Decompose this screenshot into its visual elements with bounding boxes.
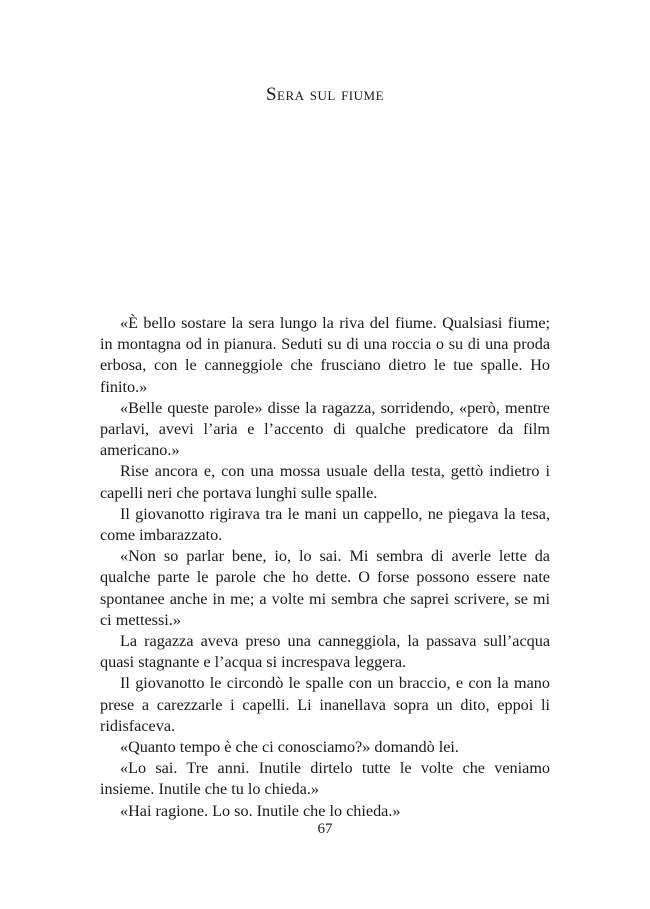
paragraph: «Non so parlar bene, io, lo sai. Mi sembra di averle lette da qualche parte le parole che ho dette. O forse possono essere nate spontanee anche in me; a volte mi sembra che saprei scrivere, se mi ci mettessi.» <box>100 547 550 629</box>
paragraph: Il giovanotto rigirava tra le mani un cappello, ne piegava la tesa, come imbarazzato. <box>100 504 550 545</box>
page-number: 67 <box>317 821 333 837</box>
paragraph: Il giovanotto le circondò le spalle con un braccio, e con la mano prese a carezzarle i capelli. Li inanellava sopra un dito, eppoi li ridisfaceva. <box>100 674 550 735</box>
paragraph: La ragazza aveva preso una canneggiola, la passava sull’acqua quasi stagnante e l’acqua si increspava leggera. <box>100 632 550 672</box>
paragraph: Rise ancora e, con una mossa usuale della testa, gettò indietro i capelli neri che portava lunghi sulle spalle. <box>100 462 550 502</box>
paragraph: «Lo sai. Tre anni. Inutile dirtelo tutte le volte che veniamo insieme. Inutile che tu lo chieda.» <box>100 759 550 799</box>
paragraph: «Belle queste parole» disse la ragazza, sorridendo, «però, mentre parlavi, avevi l’aria e l’accento di qualche predicatore da film americano.» <box>100 398 550 460</box>
paragraph: «Hai ragione. Lo so. Inutile che lo chieda.» <box>120 801 401 820</box>
paragraph: «Quanto tempo è che ci conosciamo?» domandò lei. <box>120 738 459 757</box>
body-text <box>100 313 550 822</box>
paragraph: «È bello sostare la sera lungo la riva del fiume. Qualsiasi fiume; in montagna od in pianura. Seduti su di una roccia o su di una proda erbosa, con le canneggiole che frusciano dietro le tue spalle. Ho finito.» <box>100 314 550 396</box>
chapter-title: Sera sul fiume <box>265 84 385 105</box>
